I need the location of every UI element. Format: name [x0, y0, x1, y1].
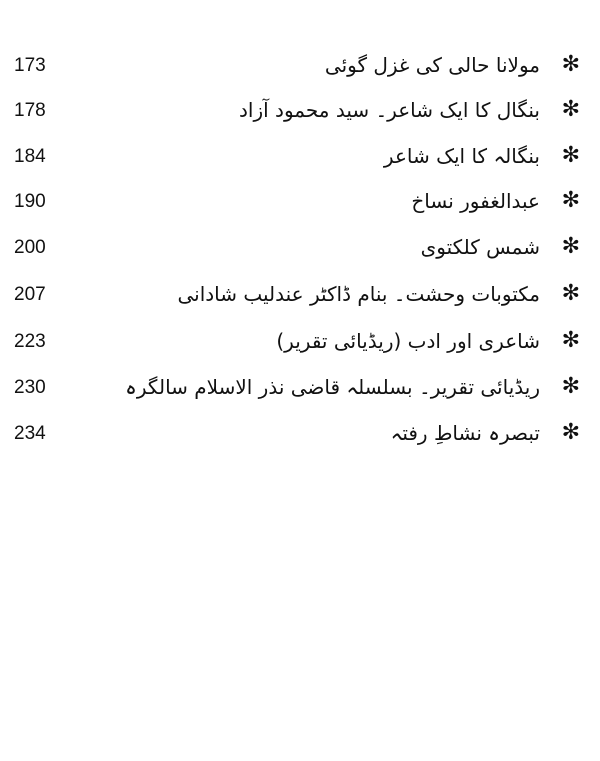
entry-title: بنگال کا ایک شاعر۔ سید محمود آزاد: [239, 98, 540, 122]
toc-entry: [0, 186, 600, 226]
toc-entry: [0, 141, 600, 181]
page-number: 207: [14, 284, 46, 305]
toc-entry: [0, 372, 600, 412]
bullet-asterisk-icon: ✻: [561, 97, 580, 122]
entry-title: بنگالہ کا ایک شاعر: [383, 144, 540, 168]
entry-title: شاعری اور ادب (ریڈیائی تقریر): [276, 329, 540, 353]
page-number: 190: [14, 191, 46, 212]
entry-title: شمس کلکتوی: [420, 235, 540, 259]
page-number: 230: [14, 377, 46, 398]
entry-title: مکتوبات وحشت۔ بنام ڈاکٹر عندلیب شادانی: [177, 282, 540, 306]
bullet-asterisk-icon: ✻: [561, 328, 580, 353]
entry-title: ریڈیائی تقریر۔ بسلسلہ قاضی نذر الاسلام سالگرہ: [125, 375, 540, 399]
page-number: 184: [14, 146, 46, 167]
entry-title: عبدالغفور نساخ: [411, 189, 540, 213]
toc-entry: [0, 279, 600, 319]
toc-entry: [0, 50, 600, 90]
entry-title: مولانا حالی کی غزل گوئی: [324, 53, 540, 77]
page-number: 200: [14, 237, 46, 258]
bullet-asterisk-icon: ✻: [561, 420, 580, 445]
page-number: 223: [14, 331, 46, 352]
bullet-asterisk-icon: ✻: [561, 374, 580, 399]
page-number: 178: [14, 100, 46, 121]
bullet-asterisk-icon: ✻: [561, 143, 580, 168]
page-number: 173: [14, 55, 46, 76]
bullet-asterisk-icon: ✻: [561, 188, 580, 213]
bullet-asterisk-icon: ✻: [561, 281, 580, 306]
bullet-asterisk-icon: ✻: [561, 234, 580, 259]
toc-entry: [0, 418, 600, 458]
toc-entry: [0, 95, 600, 135]
page-number: 234: [14, 423, 46, 444]
bullet-asterisk-icon: ✻: [561, 52, 580, 77]
toc-entry: [0, 232, 600, 272]
entry-title: تبصرہ نشاطِ رفتہ: [390, 421, 540, 445]
toc-entry: [0, 326, 600, 366]
